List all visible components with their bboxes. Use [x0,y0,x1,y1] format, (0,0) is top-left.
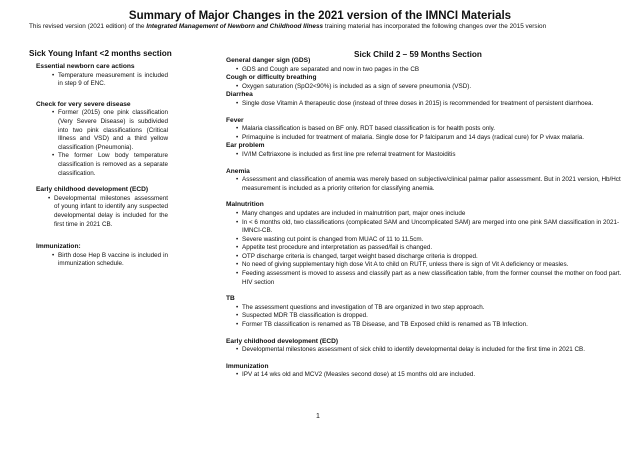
list-item: • Malaria classification is based on BF only. RDT based classification is for health posts only. [242,125,626,134]
list-item: • Developmental milestones assessment of young infant to identify any suspected developmental delay is included for the first time in 2021 CB. [54,195,168,229]
sick-child-section [226,57,626,380]
subtitle-emphasis: Integrated Management of Newborn and Childhood Illness [146,23,324,30]
list-item: • Severe wasting cut point is changed from MUAC of 11 to 11.5cm. [242,236,626,245]
list-item: • Primaquine is included for treatment of malaria. Single dose for P falciparum and 14 days (radical cure) for P vivax malaria. [242,134,626,143]
list-item: • Feeding assessment is moved to assess and classify part as a new classification table, from the former counsel the mother on food part. HIV section [242,270,626,287]
section-heading: TB [226,295,235,303]
page-number: 1 [316,413,320,420]
section-heading: Immunization [226,362,269,370]
section-heading: Diarrhea [226,91,253,99]
list-item: • Appetite test procedure and interpretation as passed/fail is changed. [242,244,626,253]
list-item: • Assessment and classification of anemia was merely based on subjective/clinical palmar pallor assessment. But in 2021 version, Hb/Hct measurement is included as a priority criterion for classifying anemia. [242,176,626,193]
section-heading: Essential newborn care actions [36,63,135,70]
list-item: • No need of giving supplementary high dose Vit A to child on RUTF, unless there is sign of Vit A deficiency or measles. [242,261,626,270]
list-item: • The assessment questions and investigation of TB are organized in two step approach. [242,304,626,313]
section-heading: Check for very severe disease [36,100,131,108]
section-heading: Ear problem [226,142,265,150]
section-heading: Anemia [226,167,250,175]
list-item: • In < 6 months old, two classifications (complicated SAM and Uncomplicated SAM) are merged into one pink SAM classification in 2021-IMNCI-CB. [242,219,626,236]
list-item: • IV/IM Ceftriaxone is included as first line pre referral treatment for Mastoiditis [242,151,626,160]
left-section-title: Sick Young Infant <2 months section [29,49,172,58]
list-item: • Many changes and updates are included in malnutrition part, major ones include [242,210,626,219]
section-heading: General danger sign (GDS) [226,57,311,64]
right-section-title: Sick Child 2 – 59 Months Section [354,50,482,59]
section-heading: Early childhood development (ECD) [36,186,149,194]
list-item: • IPV at 14 wks old and MCV2 (Measles second dose) at 15 months old are included. [242,371,626,380]
list-item: • Developmental milestones assessment of sick child to identify developmental delay is included for the first time in 2021 CB. [242,346,626,355]
page-subtitle [29,23,546,30]
list-item: • Suspected MDR TB classification is dropped. [242,312,626,321]
subtitle-text: This revised version (2021 edition) of the [29,23,147,30]
list-item: • Former (2015) one pink classification (Very Severe Disease) is subdivided into two pink classifications (Critical Illness and VSD) and a third yellow classification (Pneumonia). [58,109,168,152]
list-item: • Birth dose Hep B vaccine is included in immunization schedule. [58,252,168,269]
section-heading: Early childhood development (ECD) [226,337,339,345]
list-item: • Temperature measurement is included in step 9 of ENC. [58,72,168,89]
section-heading: Immunization: [36,243,81,251]
section-heading: Malnutrition [226,201,264,209]
subtitle-text-end: training material has incorporated the following changes over the 2015 version [323,23,547,30]
list-item: • The former Low body temperature classification is removed as a separate classification. [58,152,168,178]
list-item: • Oxygen saturation (SpO2<90%) is included as a sign of severe pneumonia (VSD). [242,83,626,92]
page-title: Summary of Major Changes in the 2021 version of the IMNCI Materials [128,10,512,22]
list-item: • Former TB classification is renamed as TB Disease, and TB Exposed child is renamed as TB Infection. [242,321,626,330]
section-heading: Fever [226,116,244,124]
list-item: • OTP discharge criteria is changed, target weight based discharge criteria is dropped. [242,253,626,262]
list-item: • GDS and Cough are separated and now in two pages in the CB [242,66,626,75]
young-infant-section [36,63,168,277]
section-heading: Cough or difficulty breathing [226,74,317,82]
list-item: • Single dose Vitamin A therapeutic dose (instead of three doses in 2015) is recommended for treatment of persistent diarrhoea. [242,100,626,109]
